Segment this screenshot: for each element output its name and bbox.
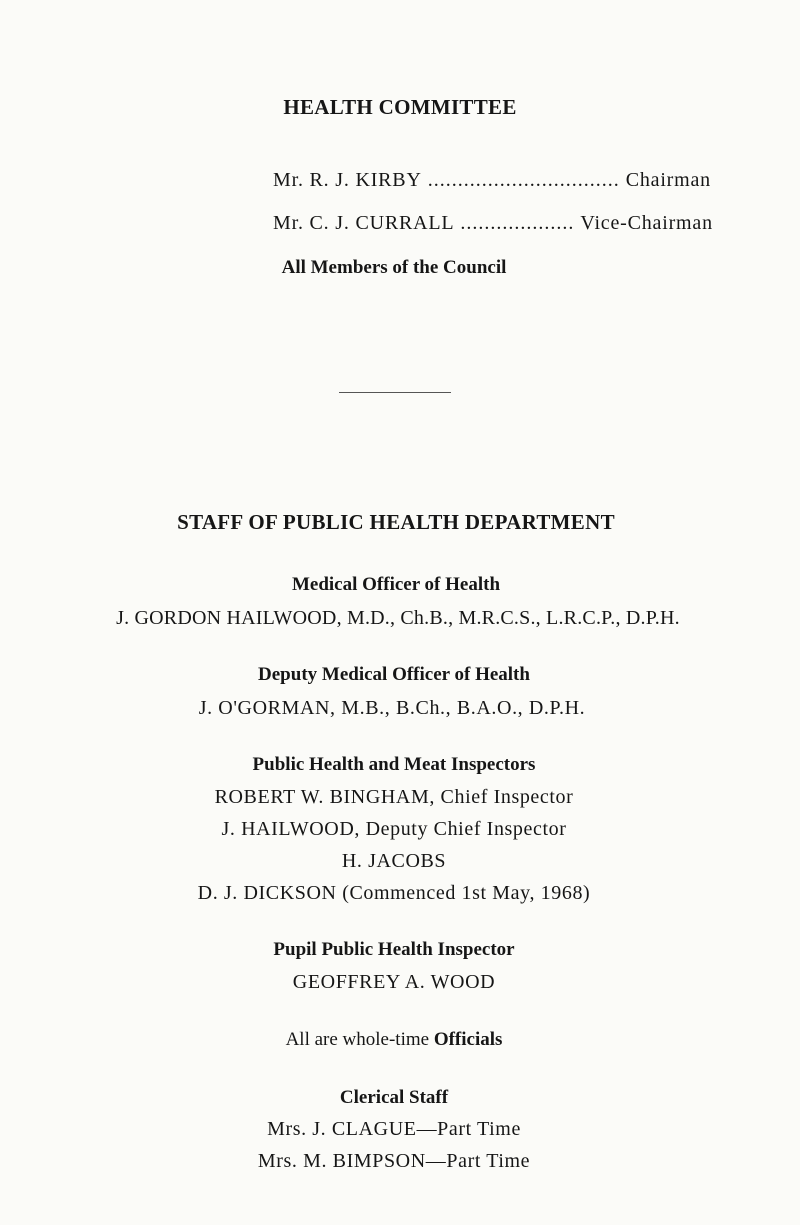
chairman-line (273, 169, 711, 192)
inspectors-heading: Public Health and Meat Inspectors (252, 754, 536, 775)
clerical-bimpson: Mrs. M. BIMPSON—Part Time (257, 1150, 531, 1172)
staff-note-text: All are whole-time (285, 1029, 434, 1050)
deputy-moh-heading: Deputy Medical Officer of Health (258, 664, 530, 685)
pupil-name: GEOFFREY A. WOOD (292, 971, 496, 993)
clerical-clague: Mrs. J. CLAGUE—Part Time (267, 1118, 521, 1140)
staff-note-bold: Officials (433, 1029, 503, 1050)
inspector-hailwood: J. HAILWOOD, Deputy Chief Inspector (221, 818, 567, 840)
vice-chairman-role: Vice-Chairman (580, 212, 713, 234)
inspector-dickson: D. J. DICKSON (Commenced 1st May, 1968) (197, 882, 591, 904)
committee-note: All Members of the Council (281, 257, 507, 278)
staff-title: STAFF OF PUBLIC HEALTH DEPARTMENT (177, 510, 615, 534)
chairman-role: Chairman (625, 169, 711, 191)
deputy-moh-name: J. O'GORMAN, M.B., B.Ch., B.A.O., D.P.H. (198, 697, 586, 719)
staff-note (0, 1029, 794, 1051)
pupil-heading: Pupil Public Health Inspector (273, 939, 515, 960)
section-divider (339, 392, 451, 393)
chairman-dots: ................................ (421, 169, 626, 191)
chairman-name: Mr. R. J. KIRBY (273, 169, 422, 191)
vice-chairman-line (273, 212, 713, 235)
vice-chairman-name: Mr. C. J. CURRALL (273, 212, 455, 234)
health-committee-title: HEALTH COMMITTEE (283, 95, 517, 119)
inspector-jacobs: H. JACOBS (341, 850, 447, 872)
clerical-heading: Clerical Staff (339, 1087, 449, 1108)
inspector-bingham: ROBERT W. BINGHAM, Chief Inspector (214, 786, 574, 808)
moh-heading: Medical Officer of Health (291, 574, 501, 595)
moh-name: J. GORDON HAILWOOD, M.D., Ch.B., M.R.C.S., L.R.C.P., D.P.H. (116, 607, 680, 629)
vice-chairman-dots: ................... (454, 212, 581, 234)
